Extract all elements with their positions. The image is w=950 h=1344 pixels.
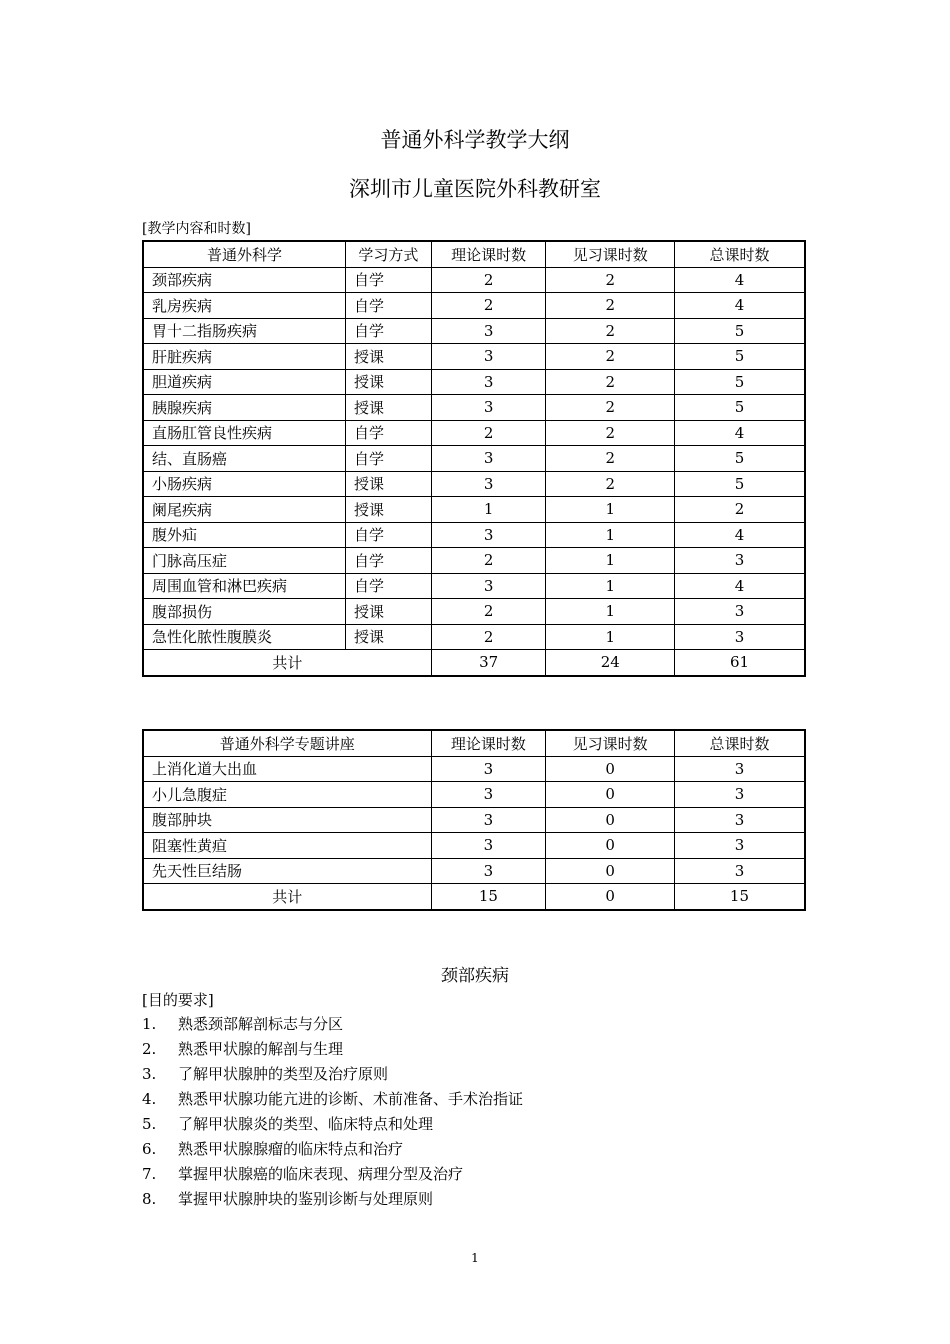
column-header: 普通外科学专题讲座 [143,730,431,756]
table-cell: 上消化道大出血 [143,756,431,782]
table-cell: 2 [431,624,546,650]
table-cell: 先天性巨结肠 [143,858,431,884]
list-item [142,1062,523,1087]
table-cell: 授课 [346,497,432,523]
table-row [143,599,805,625]
table-cell: 1 [546,497,675,523]
table-header-row [143,241,805,267]
table-cell: 3 [431,395,546,421]
list-item [142,1112,523,1137]
table-cell: 3 [674,756,805,782]
table-cell: 5 [675,446,805,472]
table-cell: 2 [431,548,546,574]
table-row [143,446,805,472]
table-cell: 颈部疾病 [143,267,346,293]
table-cell: 3 [431,471,546,497]
table-cell: 授课 [346,624,432,650]
list-item [142,1137,523,1162]
column-header: 见习课时数 [546,241,675,267]
table-cell: 1 [546,599,675,625]
table-total-row [143,884,805,910]
table-cell: 周围血管和淋巴疾病 [143,573,346,599]
document-title: 普通外科学教学大纲 [380,128,570,152]
table-row [143,624,805,650]
list-item-text: 了解甲状腺肿的类型及治疗原则 [178,1065,389,1083]
table-cell: 自学 [346,293,432,319]
table-cell: 1 [546,522,675,548]
table-cell: 2 [546,369,675,395]
list-item-text: 掌握甲状腺癌的临床表现、病理分型及治疗 [178,1165,464,1183]
column-header: 普通外科学 [143,241,346,267]
table-total-row [143,650,805,676]
table-cell: 3 [431,573,546,599]
table-cell: 授课 [346,369,432,395]
table-row [143,573,805,599]
table-cell: 4 [675,267,805,293]
table-row [143,471,805,497]
table-cell: 自学 [346,267,432,293]
table-cell: 阑尾疾病 [143,497,346,523]
goals-label: [目的要求] [142,991,214,1009]
table-cell: 2 [546,318,675,344]
table-header-row [143,730,805,756]
table-cell: 2 [546,344,675,370]
table-cell: 授课 [346,395,432,421]
table-row [143,293,805,319]
document-subtitle: 深圳市儿童医院外科教研室 [349,177,601,201]
table-cell: 3 [431,807,546,833]
table-row [143,833,805,859]
table-cell: 胰腺疾病 [143,395,346,421]
table-row [143,369,805,395]
table-cell: 胆道疾病 [143,369,346,395]
table-cell: 授课 [346,344,432,370]
table-cell: 3 [431,369,546,395]
table-cell: 自学 [346,446,432,472]
table-cell: 3 [431,782,546,808]
column-header: 总课时数 [675,241,805,267]
list-item-number: 4. [142,1090,157,1108]
table-cell: 自学 [346,573,432,599]
general-surgery-hours-table [142,240,806,677]
table-cell: 3 [431,858,546,884]
table-cell: 2 [431,599,546,625]
table-cell: 2 [431,267,546,293]
table-cell: 2 [546,420,675,446]
table-cell: 2 [546,395,675,421]
table-cell: 2 [546,446,675,472]
table-cell: 自学 [346,318,432,344]
column-header: 见习课时数 [546,730,675,756]
table-cell: 5 [675,395,805,421]
table-cell: 4 [675,522,805,548]
table-cell: 2 [431,293,546,319]
table-cell: 腹外疝 [143,522,346,548]
teaching-content-label: [教学内容和时数] [142,221,251,237]
table-cell: 2 [675,497,805,523]
table-cell: 小儿急腹症 [143,782,431,808]
table-cell: 0 [546,833,675,859]
list-item-number: 7. [142,1165,157,1183]
table-cell: 乳房疾病 [143,293,346,319]
table-row [143,756,805,782]
lecture-hours-table [142,729,806,911]
table-cell: 2 [546,471,675,497]
table-cell: 3 [675,599,805,625]
table-cell: 4 [675,420,805,446]
table-row [143,395,805,421]
table-cell: 腹部损伤 [143,599,346,625]
list-item [142,1087,523,1112]
table-cell: 1 [546,573,675,599]
list-item-text: 熟悉颈部解剖标志与分区 [178,1015,344,1033]
table-cell: 自学 [346,420,432,446]
column-header: 学习方式 [346,241,432,267]
table-cell: 结、直肠癌 [143,446,346,472]
table-cell: 2 [546,293,675,319]
table-cell: 0 [546,782,675,808]
list-item-text: 熟悉甲状腺功能亢进的诊断、术前准备、手术治指证 [178,1090,524,1108]
list-item-text: 了解甲状腺炎的类型、临床特点和处理 [178,1115,434,1133]
table-cell: 急性化脓性腹膜炎 [143,624,346,650]
table-cell: 3 [431,833,546,859]
page-number: 1 [471,1251,479,1265]
total-hours: 15 [674,884,805,910]
table-cell: 3 [431,522,546,548]
table-cell: 直肠肛管良性疾病 [143,420,346,446]
table-row [143,522,805,548]
table-cell: 3 [431,344,546,370]
table-cell: 3 [675,624,805,650]
table-cell: 授课 [346,599,432,625]
table-cell: 4 [675,293,805,319]
table-cell: 自学 [346,548,432,574]
column-header: 理论课时数 [431,730,546,756]
table-row [143,497,805,523]
table-cell: 0 [546,807,675,833]
list-item-number: 1. [142,1015,157,1033]
list-item-number: 2. [142,1040,157,1058]
list-item-number: 3. [142,1065,157,1083]
total-theory-hours: 15 [431,884,546,910]
column-header: 总课时数 [674,730,805,756]
list-item-number: 5. [142,1115,157,1133]
table-cell: 1 [431,497,546,523]
table-cell: 阻塞性黄疸 [143,833,431,859]
goals-list [142,1012,523,1212]
table-cell: 门脉高压症 [143,548,346,574]
list-item-number: 8. [142,1190,157,1208]
table-cell: 0 [546,756,675,782]
table-cell: 授课 [346,471,432,497]
table-cell: 1 [546,624,675,650]
table-row [143,548,805,574]
list-item-text: 熟悉甲状腺腺瘤的临床特点和治疗 [178,1140,404,1158]
table-cell: 小肠疾病 [143,471,346,497]
table-cell: 3 [431,756,546,782]
table-cell: 3 [674,782,805,808]
table-cell: 1 [546,548,675,574]
table-cell: 3 [431,446,546,472]
table-row [143,267,805,293]
total-practice-hours: 24 [546,650,675,676]
total-theory-hours: 37 [431,650,546,676]
total-label: 共计 [143,650,431,676]
table-cell: 自学 [346,522,432,548]
table-cell: 2 [431,420,546,446]
table-cell: 5 [675,344,805,370]
list-item [142,1037,523,1062]
table-cell: 3 [674,807,805,833]
section-heading: 颈部疾病 [441,966,509,986]
table-cell: 3 [674,833,805,859]
table-cell: 肝脏疾病 [143,344,346,370]
list-item-text: 掌握甲状腺肿块的鉴别诊断与处理原则 [178,1190,434,1208]
total-hours: 61 [675,650,805,676]
table-cell: 5 [675,471,805,497]
list-item [142,1187,523,1212]
table-cell: 4 [675,573,805,599]
list-item-text: 熟悉甲状腺的解剖与生理 [178,1040,344,1058]
table-row [143,858,805,884]
list-item [142,1162,523,1187]
table-row [143,782,805,808]
table-cell: 5 [675,369,805,395]
table-cell: 腹部肿块 [143,807,431,833]
table-cell: 胃十二指肠疾病 [143,318,346,344]
total-label: 共计 [143,884,431,910]
total-practice-hours: 0 [546,884,675,910]
table-cell: 5 [675,318,805,344]
table-row [143,344,805,370]
table-cell: 2 [546,267,675,293]
table-row [143,318,805,344]
list-item-number: 6. [142,1140,157,1158]
table-cell: 3 [675,548,805,574]
table-cell: 3 [431,318,546,344]
table-cell: 0 [546,858,675,884]
list-item [142,1012,523,1037]
table-row [143,807,805,833]
table-row [143,420,805,446]
column-header: 理论课时数 [431,241,546,267]
table-cell: 3 [674,858,805,884]
